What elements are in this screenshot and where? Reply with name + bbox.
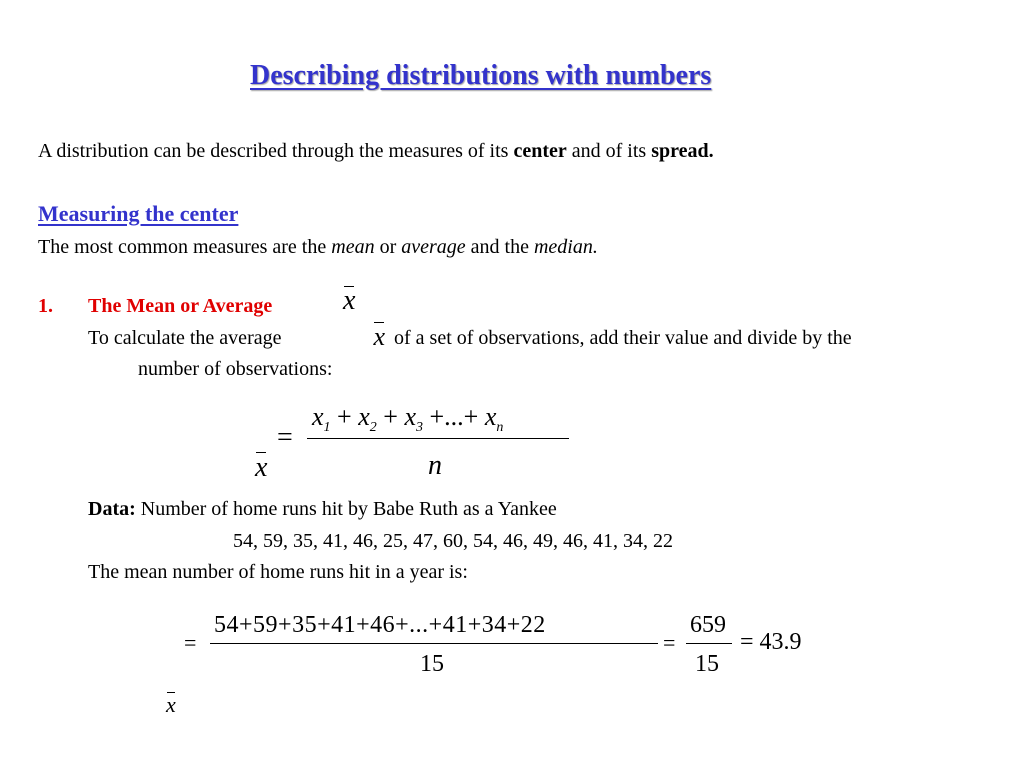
comp-fraction-bar (210, 643, 658, 644)
formula-lhs-xbar: x (255, 452, 268, 483)
formula-numerator (312, 402, 503, 443)
item1-xbar-symbol: x (343, 285, 356, 316)
section-mean: mean (331, 236, 375, 258)
num-plus2: + (376, 402, 405, 431)
comp-denominator: 15 (420, 651, 444, 677)
section-average: average (401, 236, 466, 258)
mean-sentence: The mean number of home runs hit in a year is: (88, 561, 468, 583)
num-x3: x (404, 402, 416, 431)
data-description: Number of home runs hit by Babe Ruth as a Yankee (135, 498, 557, 520)
section-text (38, 235, 598, 259)
item1-label: The Mean or Average (88, 295, 273, 317)
item1-number: 1. (38, 295, 53, 317)
data-label: Data: (88, 498, 136, 520)
formula-equals: = (277, 422, 293, 453)
section-median: median. (533, 236, 598, 258)
item1-calc-prefix: To calculate the average (88, 327, 282, 349)
section-heading: Measuring the center (38, 201, 239, 226)
item1-calc-xbar: x (373, 322, 385, 351)
section-or: or (374, 236, 402, 258)
intro-prefix: A distribution can be described through the measures of its (38, 140, 514, 162)
item1-calc-suffix: of a set of observations, add their value and divide by the (394, 327, 852, 349)
intro-center: center (513, 140, 567, 162)
num-xn: x (484, 402, 497, 431)
num-x2: x (358, 402, 370, 431)
comp-sum: 659 (690, 612, 726, 638)
comp-lhs-xbar: x (166, 692, 176, 717)
comp-numerator: 54+59+35+41+46+...+41+34+22 (214, 612, 546, 638)
formula-fraction-bar (307, 438, 569, 439)
num-sub1: 1 (323, 420, 331, 436)
num-plus1: + (330, 402, 359, 431)
comp-fraction-bar-2 (686, 643, 732, 644)
item1-calc-line2: number of observations: (138, 358, 333, 380)
num-subn: n (496, 420, 504, 436)
num-sub3: 3 (415, 420, 423, 436)
comp-count: 15 (695, 651, 719, 677)
section-prefix: The most common measures are the (38, 236, 332, 258)
data-line (88, 497, 557, 521)
comp-equals2: = (663, 630, 676, 655)
data-values: 54, 59, 35, 41, 46, 25, 47, 60, 54, 46, 49, 46, 41, 34, 22 (233, 530, 673, 552)
intro-spread: spread. (651, 140, 714, 162)
comp-result: = 43.9 (740, 629, 802, 655)
num-plus3: +...+ (422, 402, 485, 431)
section-and-the: and the (465, 236, 534, 258)
num-x1: x (312, 402, 324, 431)
slide-title: Describing distributions with numbers (250, 60, 712, 91)
intro-middle: and of its (566, 140, 652, 162)
intro-paragraph (38, 139, 714, 163)
formula-denominator: n (428, 450, 442, 481)
comp-equals1: = (184, 630, 197, 655)
num-sub2: 2 (369, 420, 377, 436)
